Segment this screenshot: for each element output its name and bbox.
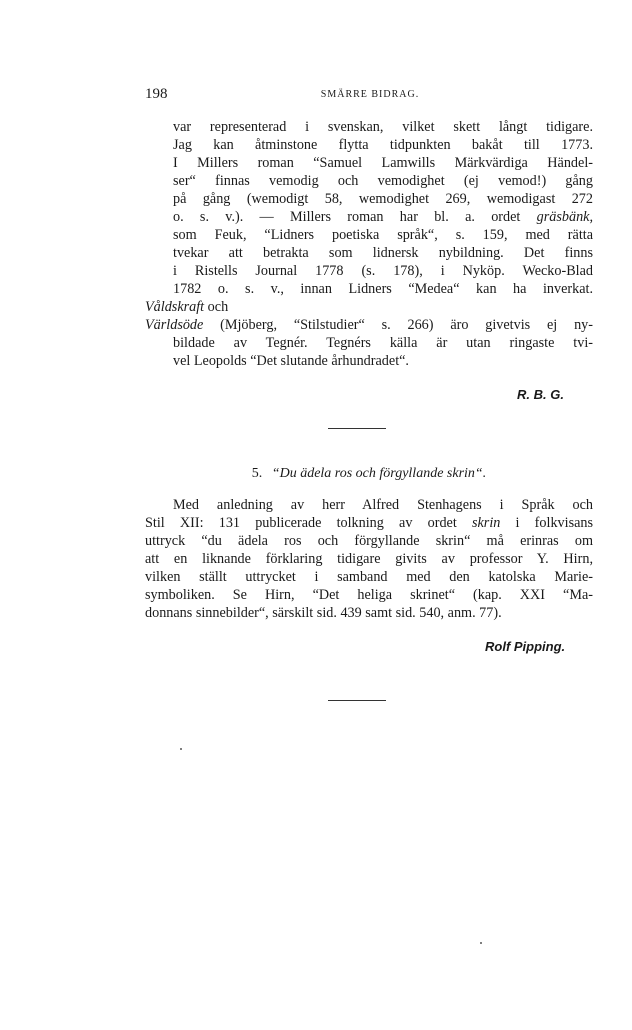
entry1-line-10: 1782 o. s. v., innan Lidners “Medea“ kan ha inverkat. bbox=[173, 281, 593, 297]
section5-line-3: uttryck “du ädela ros och förgyllande skrin“ må erinras om bbox=[145, 533, 593, 549]
entry3-line-1-rest: (Mjöberg, “Stilstudier“ s. 266) äro givetvis ej ny- bbox=[203, 317, 593, 333]
entry2-line bbox=[145, 298, 593, 316]
word-grasbank: gräsbänk, bbox=[536, 209, 594, 225]
entry2-rest: och bbox=[204, 299, 229, 315]
entry1-line-5: på gång (wemodigt 58, wemodighet 269, wemodigast 272 bbox=[173, 191, 593, 207]
page-number: 198 bbox=[145, 86, 168, 102]
section-5-title: “Du ädela ros och förgyllande skrin“. bbox=[271, 466, 487, 481]
entry1-line-6-text: o. s. v.). — Millers roman har bl. a. ordet bbox=[173, 209, 521, 225]
entry1-line-4: ser“ finnas vemodig och vemodighet (ej vemod!) gång bbox=[173, 173, 593, 189]
section5-line-2 bbox=[145, 514, 593, 532]
entry1-line-2: Jag kan åtminstone flytta tidpunkten bakåt till 1773. bbox=[173, 137, 593, 153]
page-header bbox=[145, 86, 595, 106]
section-divider bbox=[328, 428, 386, 429]
scan-speck bbox=[180, 748, 182, 750]
entry1-line-1: var representerad i svenskan, vilket skett långt tidigare. bbox=[173, 119, 593, 135]
entry1-line-3: I Millers roman “Samuel Lamwills Märkvärdiga Händel- bbox=[173, 155, 593, 171]
entry1-line-8: tvekar att betrakta som lidnersk nybildning. Det finns bbox=[173, 245, 593, 261]
section5-line-5: vilken ställt uttrycket i samband med den katolska Marie- bbox=[145, 569, 593, 585]
section-5-heading bbox=[145, 466, 593, 482]
section-5-number: 5. bbox=[251, 466, 263, 481]
entry1-line-9: i Ristells Journal 1778 (s. 178), i Nyköp. Wecko-Blad bbox=[173, 263, 593, 279]
section5-line-6: symboliken. Se Hirn, “Det heliga skrinet“ (kap. XXI “Ma- bbox=[145, 587, 593, 603]
end-divider bbox=[328, 700, 386, 701]
entry3-line-3: vel Leopolds “Det slutande århundradet“. bbox=[173, 353, 409, 369]
entry1-line-6 bbox=[173, 208, 593, 226]
section5-line-1: Med anledning av herr Alfred Stenhagens i Språk och bbox=[173, 497, 593, 513]
headword-valdskraft: Våldskraft bbox=[145, 299, 205, 315]
section5-line-7: donnans sinnebilder“, särskilt sid. 439 samt sid. 540, anm. 77). bbox=[145, 605, 502, 621]
signature-rbg: R. B. G. bbox=[517, 387, 564, 402]
headword-varldsode: Världsöde bbox=[145, 317, 204, 333]
entry1-line-7: som Feuk, “Lidners poetiska språk“, s. 159, med rätta bbox=[173, 227, 593, 243]
section5-line-2-start: Stil XII: 131 publicerade tolkning av ordet bbox=[145, 515, 472, 531]
section5-line-4: att en liknande förklaring tidigare givits av professor Y. Hirn, bbox=[145, 551, 593, 567]
entry3-line-1 bbox=[145, 316, 593, 334]
entry3-line-2: bildade av Tegnér. Tegnérs källa är utan ringaste tvi- bbox=[173, 335, 593, 351]
scan-speck bbox=[480, 942, 482, 944]
section5-line-2-end: i folkvisans bbox=[500, 515, 594, 531]
running-title: SMÄRRE BIDRAG. bbox=[320, 89, 420, 100]
word-skrin: skrin bbox=[471, 515, 501, 531]
signature-rolf-pipping: Rolf Pipping. bbox=[485, 639, 566, 654]
